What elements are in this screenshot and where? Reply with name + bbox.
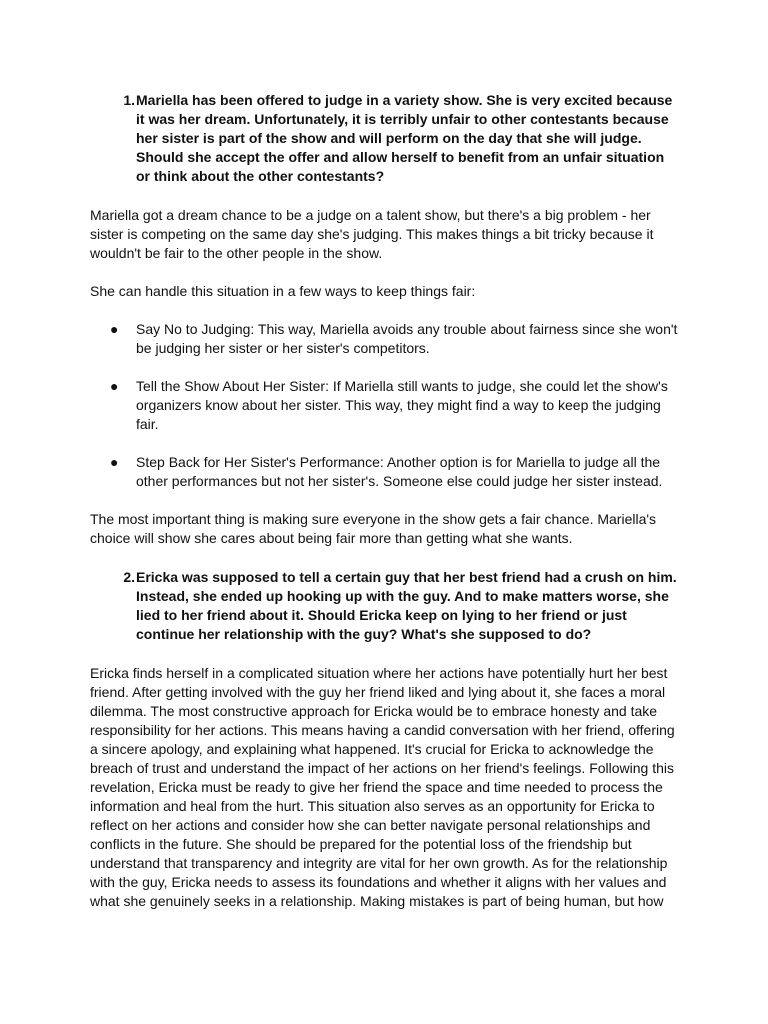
answer-2-body: Ericka finds herself in a complicated situation where her actions have potentially hurt her best friend. After getting involved with the guy her friend liked and lying about it, she faces a moral dilemma. The most constructive approach for Ericka would be to embrace honesty and take responsibility for her actions. This means having a candid conversation with her friend, offering a sincere apology, and explaining what happened. It's crucial for Ericka to acknowledge the breach of trust and understand the impact of her actions on her friend's feelings. Following this revelation, Ericka must be ready to give her friend the space and time needed to process the information and heal from the hurt. This situation also serves as an opportunity for Ericka to reflect on her actions and consider how she can better navigate personal relationships and conflicts in the future. She should be prepared for the potential loss of the friendship but understand that transparency and integrity are vital for her own growth. As for the relationship with the guy, Ericka needs to assess its foundations and whether it aligns with her values and what she genuinely seeks in a relationship. Making mistakes is part of being human, but how bbox=[90, 665, 675, 909]
question-2-number: 2. bbox=[123, 569, 135, 585]
document-page bbox=[90, 91, 680, 911]
list-item-text: Tell the Show About Her Sister: If Mariella still wants to judge, she could let the show's organizers know about her sister. This way, they might find a way to keep the judging fair. bbox=[136, 378, 668, 432]
bullet-icon: ● bbox=[110, 454, 119, 470]
list-item bbox=[90, 377, 680, 434]
question-2 bbox=[90, 568, 680, 644]
question-2-text: Ericka was supposed to tell a certain guy that her best friend had a crush on him. Instead, she ended up hooking up with the guy. And to make matters worse, she lied to her friend about it. Should Ericka keep on lying to her friend or just continue her relationship with the guy? What's she supposed to do? bbox=[136, 569, 677, 642]
answer-1-options-list bbox=[90, 320, 680, 491]
question-1-text: Mariella has been offered to judge in a variety show. She is very excited because it was her dream. Unfortunately, it is terribly unfair to other contestants because her sister is part of the show and will perform on the day that she will judge. Should she accept the offer and allow herself to benefit from an unfair situation or think about the other contestants? bbox=[136, 92, 673, 184]
answer-1-conclusion: The most important thing is making sure everyone in the show gets a fair chance. Mariella's choice will show she cares about being fair more than getting what she wants. bbox=[90, 511, 657, 546]
question-1 bbox=[90, 91, 680, 186]
bullet-icon: ● bbox=[110, 321, 119, 337]
list-item-text: Step Back for Her Sister's Performance: Another option is for Mariella to judge all the other performances but not her sister's. Someone else could judge her sister instead. bbox=[136, 454, 663, 489]
list-item bbox=[90, 320, 680, 358]
list-item bbox=[90, 453, 680, 491]
question-1-number: 1. bbox=[123, 92, 135, 108]
bullet-icon: ● bbox=[110, 378, 119, 394]
answer-1-intro: Mariella got a dream chance to be a judge on a talent show, but there's a big problem - her sister is competing on the same day she's judging. This makes things a bit tricky because it wouldn't be fair to the other people in the show. bbox=[90, 207, 654, 261]
answer-1-lead: She can handle this situation in a few ways to keep things fair: bbox=[90, 283, 476, 299]
list-item-text: Say No to Judging: This way, Mariella avoids any trouble about fairness since she won't be judging her sister or her sister's competitors. bbox=[136, 321, 678, 356]
